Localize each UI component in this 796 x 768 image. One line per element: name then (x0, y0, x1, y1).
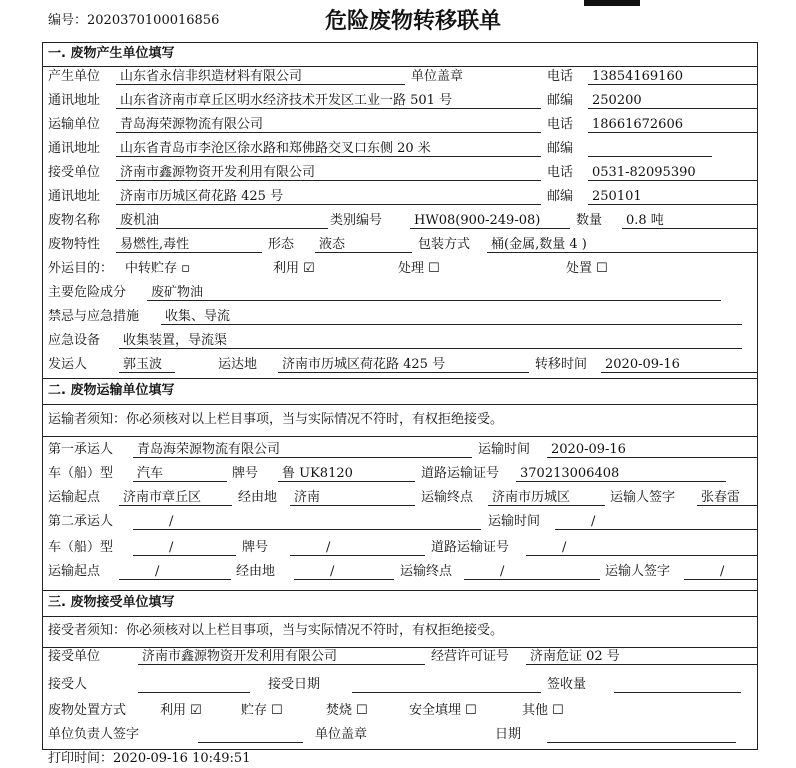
label: 主要危险成分 (48, 285, 127, 300)
label: 经营许可证号 (431, 649, 510, 664)
label: 发运人 (48, 357, 88, 372)
label: 运输起点 (48, 564, 101, 579)
label: 单位盖章 (411, 69, 464, 84)
label: 禁忌与应急措施 (48, 309, 140, 324)
divider (42, 436, 757, 437)
producer-address-field[interactable]: 山东省济南市章丘区明水经济技术开发区工业一路 501 号 (116, 92, 541, 109)
label: 运输单位 (48, 117, 101, 132)
receiver-person-field[interactable] (138, 676, 250, 693)
received-amount-field[interactable] (614, 676, 741, 693)
label: 数量 (576, 213, 603, 228)
label: 单位盖章 (315, 727, 368, 742)
label: 日期 (495, 727, 522, 742)
label: 经由地 (236, 564, 276, 579)
transfer-time-field[interactable]: 2020-09-16 (601, 356, 757, 373)
first-via-field[interactable]: 济南 (290, 489, 415, 506)
divider (42, 616, 757, 617)
label: 运输时间 (478, 442, 531, 457)
receiver-phone-field[interactable]: 0531-82095390 (588, 164, 757, 181)
label: 运输人签字 (610, 490, 676, 505)
label: 道路运输证号 (421, 466, 500, 481)
label: 外运目的： (48, 261, 114, 276)
receiver-zip-field[interactable]: 250101 (588, 188, 757, 205)
second-transport-time-field[interactable]: / (555, 513, 757, 530)
carrier-notice: 运输者须知：你必须核对以上栏目事项，当与实际情况不符时，有权拒绝接受。 (48, 412, 504, 427)
label: 运达地 (218, 357, 258, 372)
label: 运输时间 (488, 514, 541, 529)
packaging-field[interactable]: 桶(金属,数量 4 ) (487, 236, 757, 253)
producer-zip-field[interactable]: 250200 (588, 92, 757, 109)
label: 运输终点 (421, 490, 474, 505)
purpose-utilization-checkbox[interactable]: 利用 ☑ (273, 261, 315, 276)
label: 类别编号 (330, 213, 383, 228)
label: 转移时间 (535, 357, 588, 372)
serial-number: 编号：2020370100016856 (48, 13, 220, 28)
label: 电话 (547, 69, 574, 84)
first-end-field[interactable]: 济南市历城区 (488, 489, 605, 506)
second-vehicle-field[interactable]: / (133, 539, 236, 556)
label: 通讯地址 (48, 93, 101, 108)
receive-date-field[interactable] (352, 676, 541, 693)
divider (42, 378, 757, 379)
label: 废物名称 (48, 213, 101, 228)
second-start-field[interactable]: / (119, 563, 231, 580)
second-via-field[interactable]: / (294, 563, 394, 580)
emergency-equipment-field[interactable]: 收集装置，导流渠 (119, 332, 742, 349)
first-plate-field[interactable]: 鲁 UK8120 (278, 465, 415, 482)
destination-field[interactable]: 济南市历城区荷花路 425 号 (278, 356, 529, 373)
carrier-phone-field[interactable]: 18661672606 (588, 116, 757, 133)
method-landfill-checkbox[interactable]: 安全填埋 ☐ (409, 703, 477, 718)
first-permit-field[interactable]: 370213006408 (516, 465, 726, 482)
label: 道路运输证号 (431, 540, 510, 555)
waste-name-field[interactable]: 废机油 (116, 212, 328, 229)
label: 包装方式 (418, 237, 471, 252)
carrier-zip-field[interactable] (588, 140, 712, 157)
first-carrier-field[interactable]: 青岛海荣源物流有限公司 (133, 441, 472, 458)
producer-field[interactable]: 山东省永信非织造材料有限公司 (116, 68, 405, 85)
second-end-field[interactable]: / (464, 563, 600, 580)
first-vehicle-field[interactable]: 汽车 (133, 465, 227, 482)
form-field[interactable]: 液态 (315, 236, 412, 253)
label: 牌号 (232, 466, 259, 481)
license-field[interactable]: 济南危证 02 号 (526, 648, 757, 665)
label: 通讯地址 (48, 141, 101, 156)
second-plate-field[interactable]: / (290, 539, 425, 556)
second-permit-field[interactable]: / (526, 539, 757, 556)
label: 产生单位 (48, 69, 101, 84)
method-incineration-checkbox[interactable]: 焚烧 ☐ (326, 703, 368, 718)
label: 通讯地址 (48, 189, 101, 204)
section-heading: 三. 废物接受单位填写 (48, 595, 175, 610)
sign-date-field[interactable] (547, 726, 736, 743)
section-heading: 二. 废物运输单位填写 (48, 383, 175, 398)
label: 运输人签字 (605, 564, 671, 579)
divider (42, 590, 757, 591)
divider (42, 66, 757, 67)
label: 牌号 (242, 540, 269, 555)
label: 形态 (268, 237, 295, 252)
emergency-measures-field[interactable]: 收集、导流 (161, 308, 742, 325)
head-signature-field[interactable] (198, 726, 303, 743)
label: 邮编 (547, 141, 574, 156)
purpose-treatment-checkbox[interactable]: 处理 ☐ (398, 261, 440, 276)
label: 单位负责人签字 (48, 727, 140, 742)
purpose-transfer-storage-checkbox[interactable]: 中转贮存 ▫ (125, 261, 190, 276)
label: 邮编 (547, 93, 574, 108)
purpose-disposal-checkbox[interactable]: 处置 ☐ (566, 261, 608, 276)
label: 邮编 (547, 189, 574, 204)
second-carrier-field[interactable]: / (133, 513, 481, 530)
receiver-address-field[interactable]: 济南市历城区荷花路 425 号 (116, 188, 541, 205)
receiving-unit-field[interactable]: 济南市鑫源物资开发利用有限公司 (138, 648, 425, 665)
label: 电话 (547, 117, 574, 132)
quantity-field[interactable]: 0.8 吨 (622, 212, 757, 229)
print-time: 打印时间：2020-09-16 10:49:51 (48, 751, 251, 766)
label: 车（船）型 (48, 466, 114, 481)
divider (42, 404, 757, 405)
carrier-field[interactable]: 青岛海荣源物流有限公司 (116, 116, 541, 133)
label: 废物处置方式 (48, 703, 127, 718)
label: 车（船）型 (48, 540, 114, 555)
label: 接受人 (48, 677, 88, 692)
label: 电话 (547, 165, 574, 180)
method-storage-checkbox[interactable]: 贮存 ☐ (241, 703, 283, 718)
page-title: 危险废物转移联单 (325, 9, 502, 34)
label: 第一承运人 (48, 442, 114, 457)
label: 运输终点 (400, 564, 453, 579)
qr-code-fragment (584, 0, 640, 6)
receiver-field[interactable]: 济南市鑫源物资开发利用有限公司 (116, 164, 541, 181)
label: 接受单位 (48, 649, 101, 664)
first-start-field[interactable]: 济南市章丘区 (119, 489, 232, 506)
label: 运输起点 (48, 490, 101, 505)
producer-phone-field[interactable]: 13854169160 (588, 68, 757, 85)
label: 应急设备 (48, 333, 101, 348)
carrier-address-field[interactable]: 山东省青岛市李沧区徐水路和郑佛路交叉口东侧 20 米 (116, 140, 541, 157)
label: 经由地 (238, 490, 278, 505)
sender-field[interactable]: 郭玉波 (119, 356, 175, 373)
property-field[interactable]: 易燃性,毒性 (116, 236, 262, 253)
receiver-notice: 接受者须知：你必须核对以上栏目事项，当与实际情况不符时，有权拒绝接受。 (48, 623, 504, 638)
second-signature-field[interactable]: / (684, 563, 757, 580)
hazard-field[interactable]: 废矿物油 (147, 284, 721, 301)
method-other-checkbox[interactable]: 其他 ☐ (522, 703, 564, 718)
label: 接受单位 (48, 165, 101, 180)
label: 接受日期 (268, 677, 321, 692)
label: 第二承运人 (48, 514, 114, 529)
category-field[interactable]: HW08(900-249-08) (410, 212, 570, 229)
method-utilization-checkbox[interactable]: 利用 ☑ (160, 703, 202, 718)
first-signature-field[interactable]: 张春雷 (697, 489, 757, 506)
label: 废物特性 (48, 237, 101, 252)
first-transport-time-field[interactable]: 2020-09-16 (547, 441, 757, 458)
section-heading: 一. 废物产生单位填写 (48, 46, 175, 61)
label: 签收量 (547, 677, 587, 692)
